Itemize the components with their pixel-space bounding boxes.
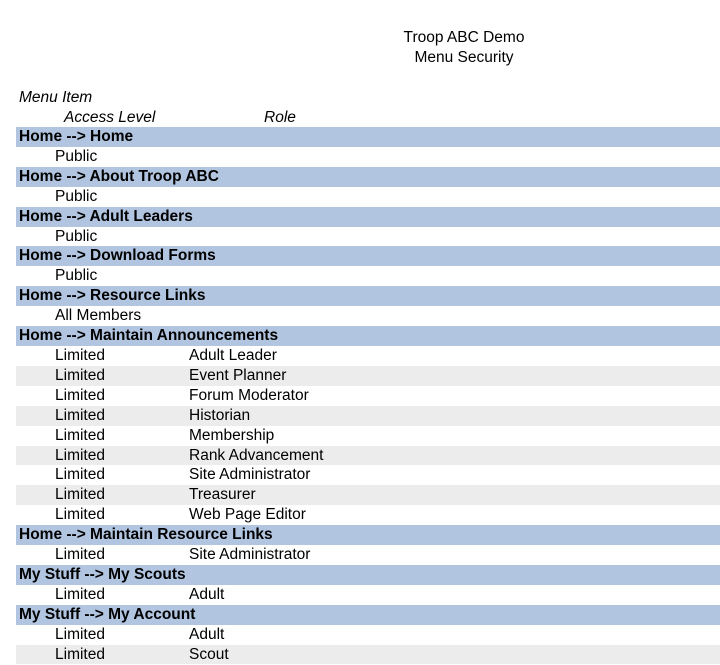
role-cell: Membership: [189, 426, 275, 444]
access-level-cell: Limited: [55, 506, 105, 524]
menu-section-header: Home --> Resource Links: [16, 286, 720, 306]
access-level-cell: Public: [55, 187, 98, 205]
access-level-cell: Limited: [55, 546, 105, 564]
role-cell: Treasurer: [189, 486, 256, 504]
role-column-header: Role: [264, 109, 296, 126]
access-row: [16, 266, 720, 286]
access-level-cell: Limited: [55, 426, 105, 444]
access-level-cell: Limited: [55, 466, 105, 484]
access-row: [16, 505, 720, 525]
access-level-cell: Public: [55, 227, 98, 245]
access-level-cell: Limited: [55, 446, 105, 464]
access-row: [16, 465, 720, 485]
menu-section-header: Home --> Home: [16, 127, 720, 147]
menu-section-header: Home --> Adult Leaders: [16, 207, 720, 227]
access-row: [16, 366, 720, 386]
menu-item-column-header: Menu Item: [19, 89, 93, 106]
access-level-cell: Limited: [55, 346, 105, 364]
role-cell: Site Administrator: [189, 546, 311, 564]
access-level-cell: Limited: [55, 486, 105, 504]
access-level-cell: Public: [55, 147, 98, 165]
access-level-cell: Limited: [55, 625, 105, 643]
access-level-column-header: Access Level: [64, 109, 156, 126]
access-level-cell: Limited: [55, 645, 105, 663]
access-level-cell: Limited: [55, 585, 105, 603]
menu-section-header: My Stuff --> My Account: [16, 605, 720, 625]
menu-section-header: Home --> Download Forms: [16, 246, 720, 266]
access-row: [16, 485, 720, 505]
access-row: [16, 386, 720, 406]
role-cell: Historian: [189, 406, 251, 424]
report-title: Troop ABC Demo: [403, 29, 525, 46]
access-row: [16, 406, 720, 426]
access-row: [16, 625, 720, 645]
access-row: [16, 446, 720, 466]
menu-security-list: [16, 127, 720, 664]
menu-section-header: Home --> Maintain Resource Links: [16, 525, 720, 545]
role-cell: Rank Advancement: [189, 446, 324, 464]
access-row: [16, 585, 720, 605]
access-level-cell: Limited: [55, 366, 105, 384]
access-row: [16, 306, 720, 326]
role-cell: Web Page Editor: [189, 506, 306, 524]
role-cell: Event Planner: [189, 366, 287, 384]
access-level-cell: Limited: [55, 406, 105, 424]
access-row: [16, 346, 720, 366]
role-cell: Adult: [189, 625, 225, 643]
access-row: [16, 147, 720, 167]
role-cell: Adult: [189, 585, 225, 603]
access-row: [16, 227, 720, 247]
role-cell: Scout: [189, 645, 229, 663]
role-cell: Adult Leader: [189, 346, 277, 364]
access-row: [16, 426, 720, 446]
report-subtitle: Menu Security: [414, 49, 514, 66]
menu-section-header: Home --> Maintain Announcements: [16, 326, 720, 346]
access-level-cell: Limited: [55, 386, 105, 404]
menu-section-header: My Stuff --> My Scouts: [16, 565, 720, 585]
access-row: [16, 545, 720, 565]
access-level-cell: Public: [55, 267, 98, 285]
role-cell: Site Administrator: [189, 466, 311, 484]
menu-section-header: Home --> About Troop ABC: [16, 167, 720, 187]
role-cell: Forum Moderator: [189, 386, 309, 404]
access-row: [16, 187, 720, 207]
access-level-cell: All Members: [55, 307, 142, 325]
access-row: [16, 645, 720, 665]
